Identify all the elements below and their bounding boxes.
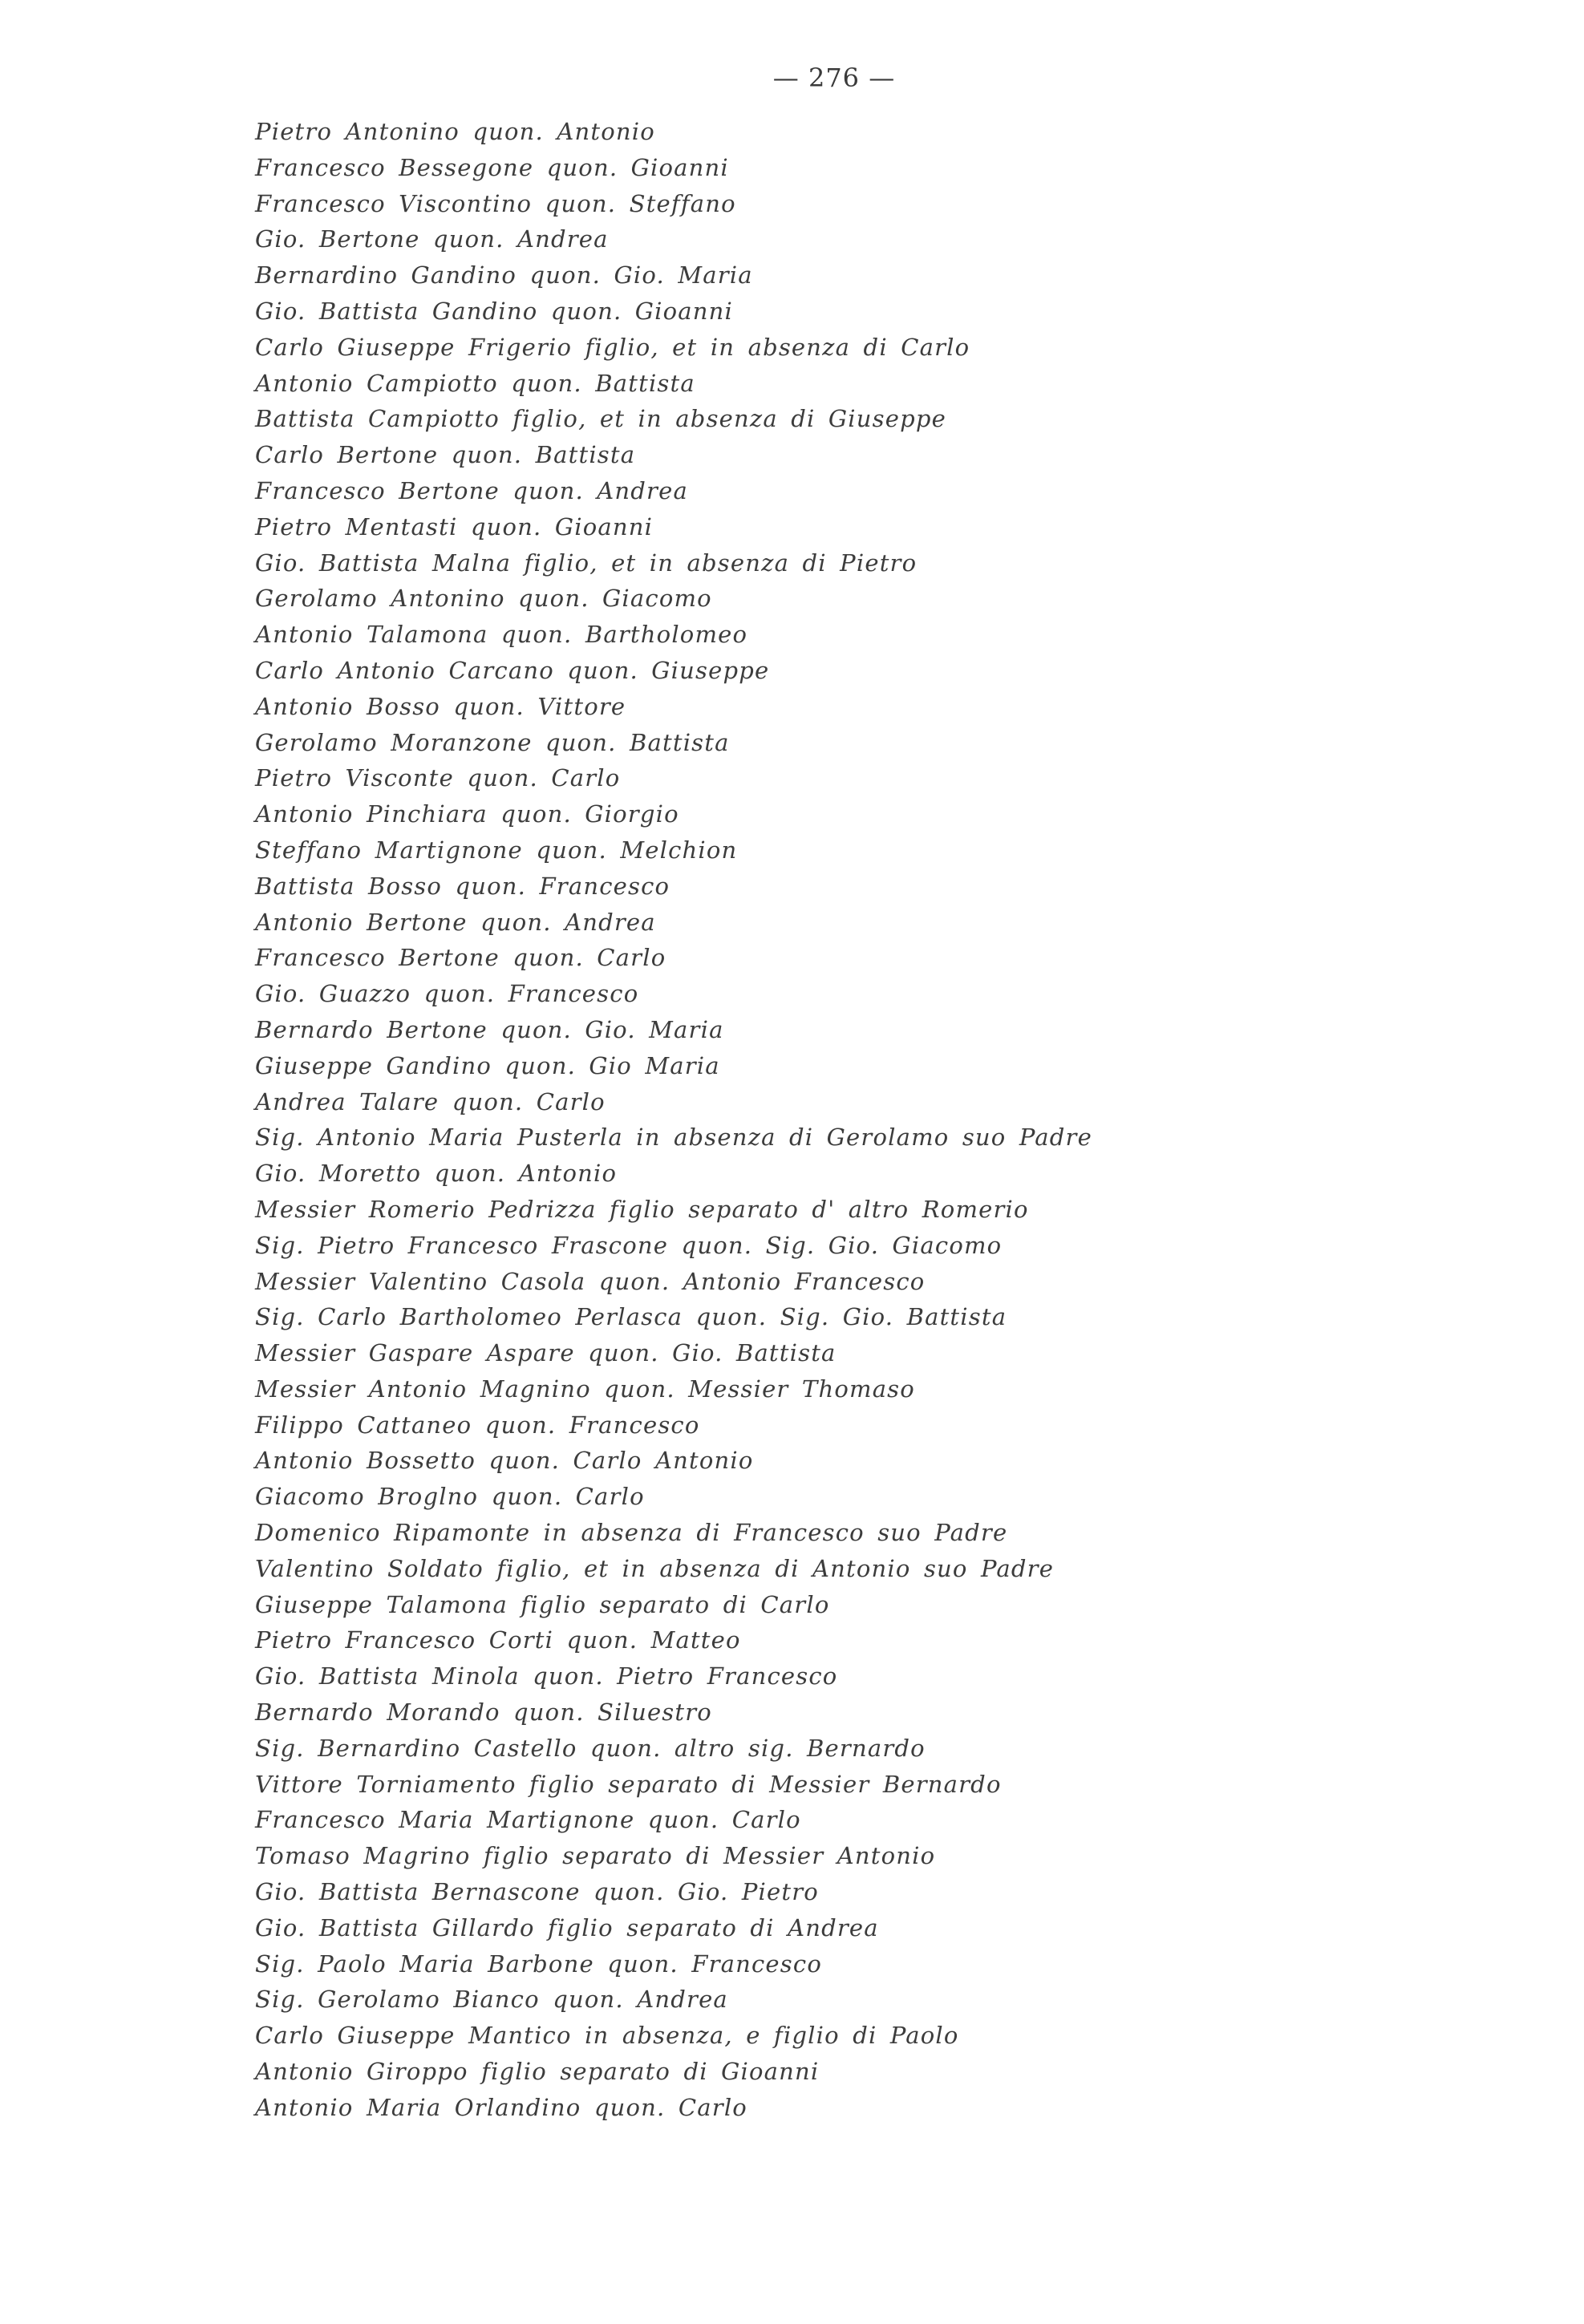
name-entry: Carlo Giuseppe Mantico in absenza, e figlio di Paolo [255,2022,959,2050]
name-entry: Messier Romerio Pedrizza figlio separato d' altro Romerio [255,1195,1029,1223]
name-entry: Gio. Moretto quon. Antonio [255,1160,618,1188]
name-entry: Pietro Mentasti quon. Gioanni [255,512,654,541]
name-entry: Tomaso Magrino figlio separato di Messier Antonio [255,1842,936,1870]
name-entry: Gio. Battista Gillardo figlio separato di Andrea [255,1913,879,1941]
name-entry: Gio. Battista Malna figlio, et in absenza di Pietro [255,549,918,577]
name-entry: Gerolamo Moranzone quon. Battista [255,728,730,756]
name-entry: Antonio Giroppo figlio separato di Gioanni [255,2058,820,2086]
name-entry: Giuseppe Gandino quon. Gio Maria [255,1051,720,1079]
name-entry: Antonio Bosso quon. Vittore [255,692,626,720]
name-entry: Gerolamo Antonino quon. Giacomo [255,585,712,613]
name-entry: Filippo Cattaneo quon. Francesco [255,1411,700,1439]
name-entry: Francesco Bertone quon. Andrea [255,476,688,504]
name-entry: Antonio Bertone quon. Andrea [255,908,656,936]
name-entry: Valentino Soldato figlio, et in absenza di Antonio suo Padre [255,1554,1055,1582]
name-entry: Vittore Torniamento figlio separato di Messier Bernardo [255,1770,1002,1798]
name-entry: Bernardo Morando quon. Siluestro [255,1698,712,1727]
name-entry: Bernardo Bertone quon. Gio. Maria [255,1015,724,1043]
name-entry: Sig. Paolo Maria Barbone quon. Francesco [255,1949,822,1978]
name-entry: Gio. Guazzo quon. Francesco [255,980,639,1008]
name-list [255,114,1442,2126]
name-entry: Francesco Bessegone quon. Gioanni [255,153,729,181]
name-entry: Messier Valentino Casola quon. Antonio Francesco [255,1267,926,1295]
name-entry: Sig. Gerolamo Bianco quon. Andrea [255,1986,728,2014]
name-entry: Messier Gaspare Aspare quon. Gio. Battista [255,1339,837,1367]
name-entry: Giuseppe Talamona figlio separato di Carlo [255,1590,830,1618]
name-entry: Carlo Giuseppe Frigerio figlio, et in absenza di Carlo [255,333,970,361]
name-entry: Giacomo Broglno quon. Carlo [255,1483,645,1511]
name-entry: Sig. Antonio Maria Pusterla in absenza di Gerolamo suo Padre [255,1124,1092,1152]
name-entry: Gio. Bertone quon. Andrea [255,225,609,253]
name-entry: Francesco Bertone quon. Carlo [255,944,666,972]
name-entry: Steffano Martignone quon. Melchion [255,836,738,864]
name-entry: Gio. Battista Bernascone quon. Gio. Pietro [255,1878,819,1906]
name-entry: Carlo Antonio Carcano quon. Giuseppe [255,656,770,684]
name-entry: Pietro Francesco Corti quon. Matteo [255,1626,741,1654]
name-entry: Antonio Bossetto quon. Carlo Antonio [255,1447,754,1475]
name-entry: Gio. Battista Gandino quon. Gioanni [255,297,734,325]
name-entry: Antonio Campiotto quon. Battista [255,369,695,397]
name-entry: Francesco Viscontino quon. Steffano [255,189,736,217]
name-entry: Messier Antonio Magnino quon. Messier Thomaso [255,1375,915,1403]
name-entry: Battista Bosso quon. Francesco [255,872,670,900]
name-entry: Gio. Battista Minola quon. Pietro Francesco [255,1662,838,1690]
name-entry: Carlo Bertone quon. Battista [255,441,636,469]
name-entry: Andrea Talare quon. Carlo [255,1087,606,1115]
name-entry: Sig. Bernardino Castello quon. altro sig. Bernardo [255,1734,926,1762]
name-entry: Sig. Pietro Francesco Frascone quon. Sig. Gio. Giacomo [255,1231,1003,1259]
name-entry: Antonio Maria Orlandino quon. Carlo [255,2093,747,2121]
name-entry: Domenico Ripamonte in absenza di Francesco suo Padre [255,1519,1008,1547]
name-entry: Antonio Pinchiara quon. Giorgio [255,800,679,828]
name-entry: Bernardino Gandino quon. Gio. Maria [255,261,753,289]
name-entry: Antonio Talamona quon. Bartholomeo [255,621,748,649]
name-entry: Pietro Antonino quon. Antonio [255,118,655,145]
name-entry: Pietro Visconte quon. Carlo [255,764,621,792]
name-entry: Sig. Carlo Bartholomeo Perlasca quon. Sig. Gio. Battista [255,1303,1007,1331]
page-number: — 276 — [772,63,896,93]
name-entry: Francesco Maria Martignone quon. Carlo [255,1806,801,1834]
name-entry: Battista Campiotto figlio, et in absenza di Giuseppe [255,405,946,433]
